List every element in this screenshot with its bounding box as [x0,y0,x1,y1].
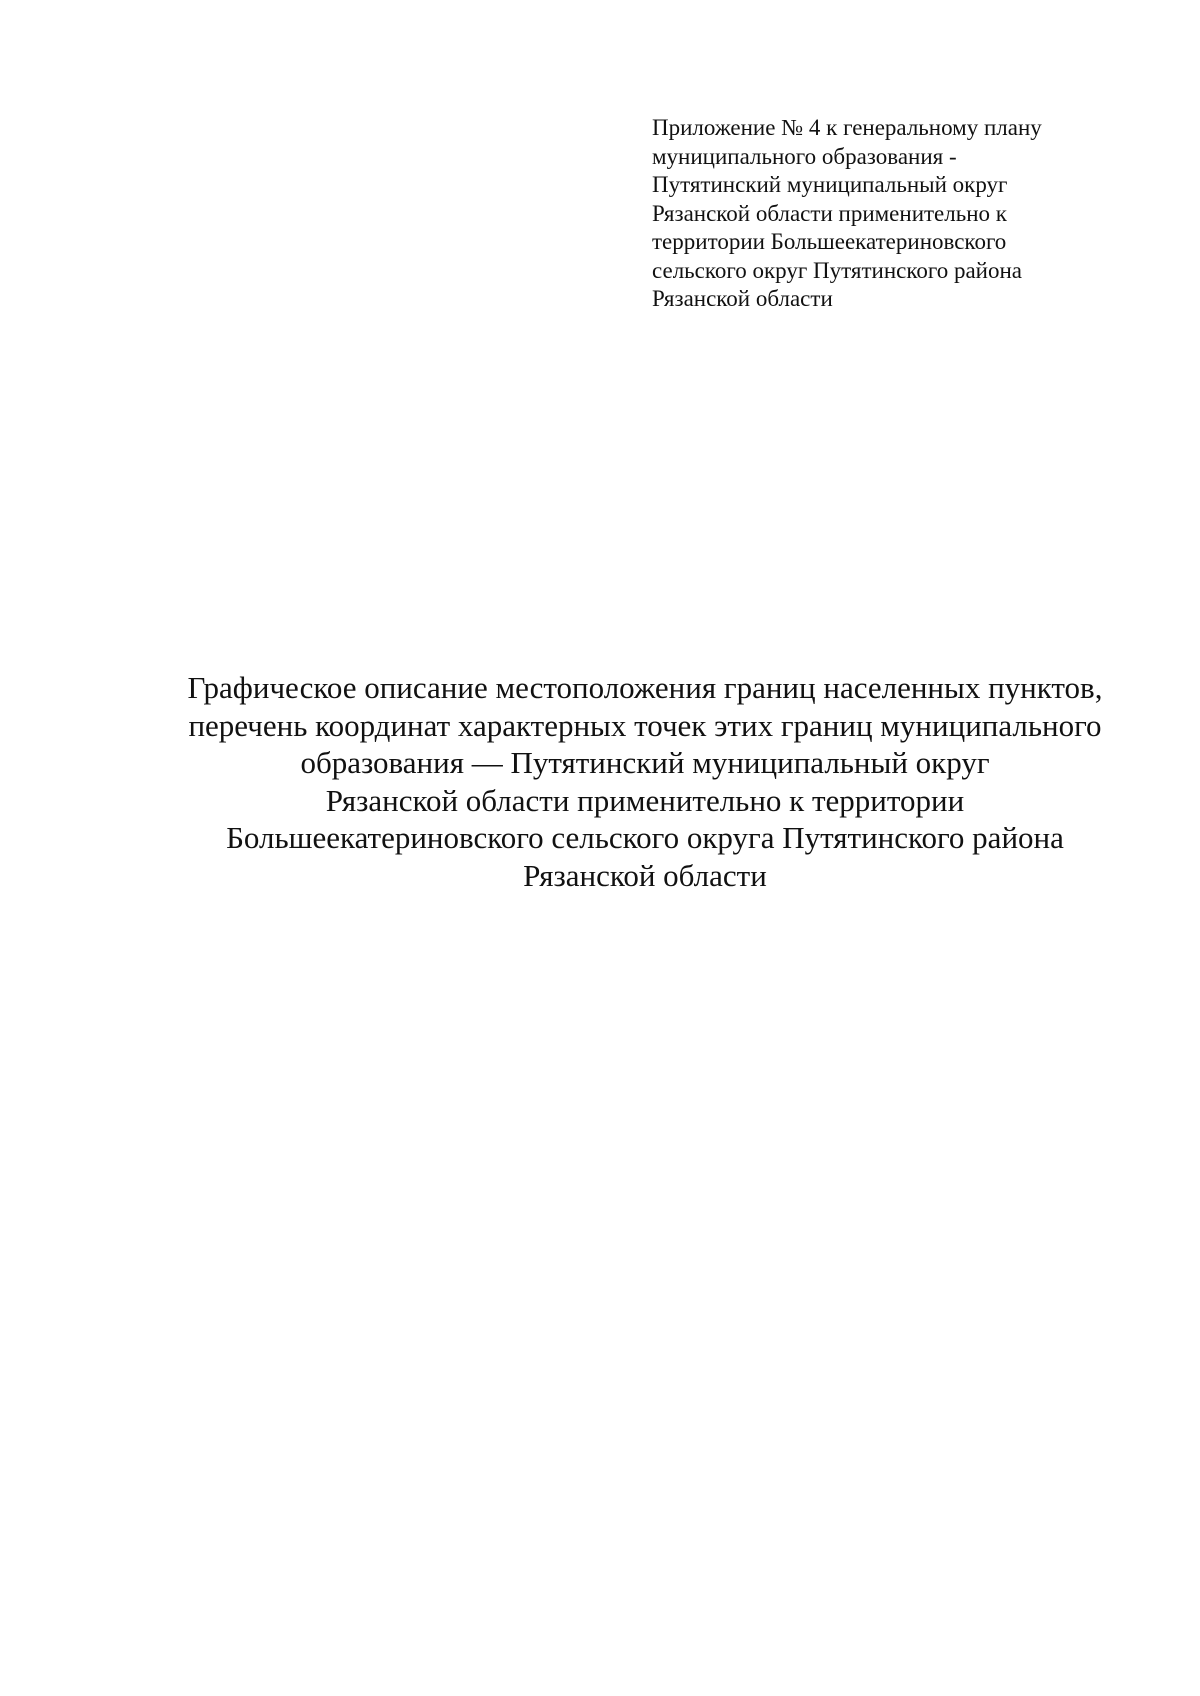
appendix-note-line: муниципального образования - [652,143,957,169]
document-title-line: перечень координат характерных точек этих границ муниципального [188,707,1102,743]
appendix-note-line: территории Большеекатериновского [652,229,1007,254]
appendix-note [652,114,1122,314]
document-title-line: Рязанской области применительно к территории [325,782,965,818]
appendix-note-line: Рязанской области применительно к [652,200,1007,226]
appendix-note-line: Путятинский муниципальный округ [652,172,1008,197]
appendix-note-line: сельского округ Путятинского района [652,257,1023,283]
appendix-note-line: Приложение № 4 к генеральному плану [652,115,1042,140]
document-title-line: образования — Путятинский муниципальный округ [300,745,990,780]
document-title-line: Рязанской области [523,857,767,893]
document-title [100,669,1190,894]
document-title-line: Большеекатериновского сельского округа Путятинского района [226,820,1064,855]
appendix-note-line: Рязанской области [652,286,833,311]
document-title-line: Графическое описание местоположения границ населенных пунктов, [187,670,1103,705]
